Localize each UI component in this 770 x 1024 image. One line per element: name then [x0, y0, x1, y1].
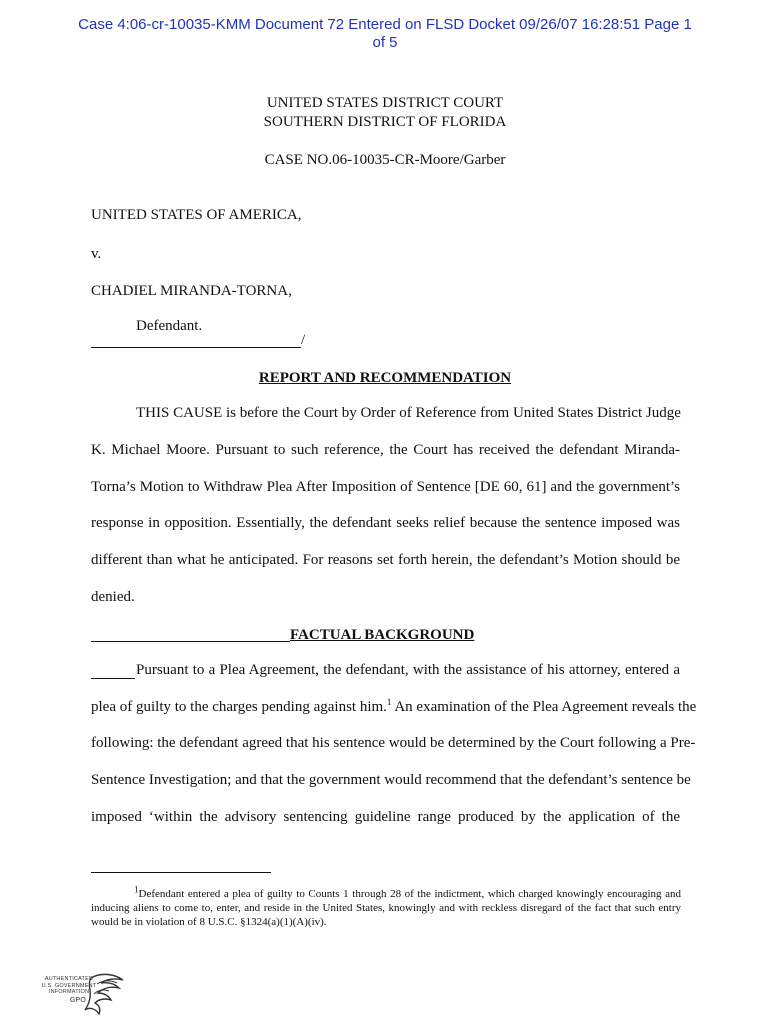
- gpo-seal-line-1: AUTHENTICATED: [44, 976, 94, 982]
- court-name: UNITED STATES DISTRICT COURT: [266, 95, 504, 111]
- footnote-marker: 1: [134, 884, 139, 895]
- footnote: [91, 884, 681, 929]
- paragraph-2-line-4: Sentence Investigation; and that the government would recommend that the defendant’s sentence be: [91, 772, 691, 788]
- paragraph-2-line-2-end: An examination of the Plea Agreement reveals the: [391, 699, 697, 715]
- caption-plaintiff: UNITED STATES OF AMERICA,: [91, 207, 302, 223]
- gpo-authentication-seal: [33, 970, 133, 1020]
- court-district: SOUTHERN DISTRICT OF FLORIDA: [263, 114, 507, 130]
- paragraph-1-line-2: K. Michael Moore. Pursuant to such reference, the Court has received the defendant Miranda-: [91, 442, 680, 458]
- case-number: CASE NO.06-10035-CR-Moore/Garber: [264, 152, 506, 168]
- eagle-icon: [83, 970, 128, 1020]
- heading-leader-rule: [91, 641, 290, 642]
- paragraph-1-line-5: different than what he anticipated. For reasons set forth herein, the defendant’s Motion should be: [91, 552, 680, 568]
- footnote-line-1: [91, 884, 681, 901]
- footnote-line-2: inducing aliens to come to, enter, and reside in the United States, knowingly and with reckless disregard of the fact that such entry: [91, 902, 681, 914]
- document-title: REPORT AND RECOMMENDATION: [258, 370, 512, 386]
- paragraph-1-line-6: denied.: [91, 589, 135, 605]
- docket-stamp: [0, 16, 770, 52]
- paragraph-2-line-1: Pursuant to a Plea Agreement, the defendant, with the assistance of his attorney, entered a: [136, 662, 680, 678]
- gpo-seal-line-2: U.S. GOVERNMENT: [41, 982, 97, 989]
- caption-rule: [91, 347, 301, 348]
- gpo-seal-mark: GPO: [69, 996, 87, 1004]
- footnote-line-1-text: Defendant entered a plea of guilty to Counts 1 through 28 of the indictment, which charged knowingly encouraging and: [138, 888, 681, 900]
- caption-defendant-name: CHADIEL MIRANDA-TORNA,: [91, 283, 292, 299]
- footnote-line-3: would be in violation of 8 U.S.C. §1324(a)(1)(A)(iv).: [91, 916, 327, 928]
- section-heading-factual-background: FACTUAL BACKGROUND: [290, 627, 475, 643]
- paragraph-2-line-5: imposed ‘within the advisory sentencing guideline range produced by the application of the: [91, 809, 680, 825]
- footnote-reference[interactable]: 1: [386, 697, 392, 707]
- paragraph-1-line-3: Torna’s Motion to Withdraw Plea After Imposition of Sentence [DE 60, 61] and the government’s: [91, 479, 680, 495]
- paragraph-1-line-4: response in opposition. Essentially, the defendant seeks relief because the sentence imposed was: [91, 515, 680, 531]
- gpo-seal-line-3: INFORMATION: [48, 989, 90, 995]
- paragraph-indent-rule: [91, 678, 135, 679]
- paragraph-2-line-2: [91, 697, 697, 717]
- docket-stamp-line-2: of 5: [372, 34, 398, 51]
- footnote-rule: [91, 872, 271, 873]
- caption-slash: /: [301, 332, 306, 348]
- paragraph-2-line-2-start: plea of guilty to the charges pending against him.: [91, 699, 387, 715]
- paragraph-1-line-1: THIS CAUSE is before the Court by Order of Reference from United States District Judge: [136, 405, 681, 421]
- docket-stamp-line-1: Case 4:06-cr-10035-KMM Document 72 Entered on FLSD Docket 09/26/07 16:28:51 Page 1: [78, 16, 692, 33]
- caption-versus: v.: [91, 246, 102, 262]
- paragraph-2-line-3: following: the defendant agreed that his sentence would be determined by the Court following a Pre-: [91, 735, 696, 751]
- caption-defendant-role: Defendant.: [136, 318, 203, 334]
